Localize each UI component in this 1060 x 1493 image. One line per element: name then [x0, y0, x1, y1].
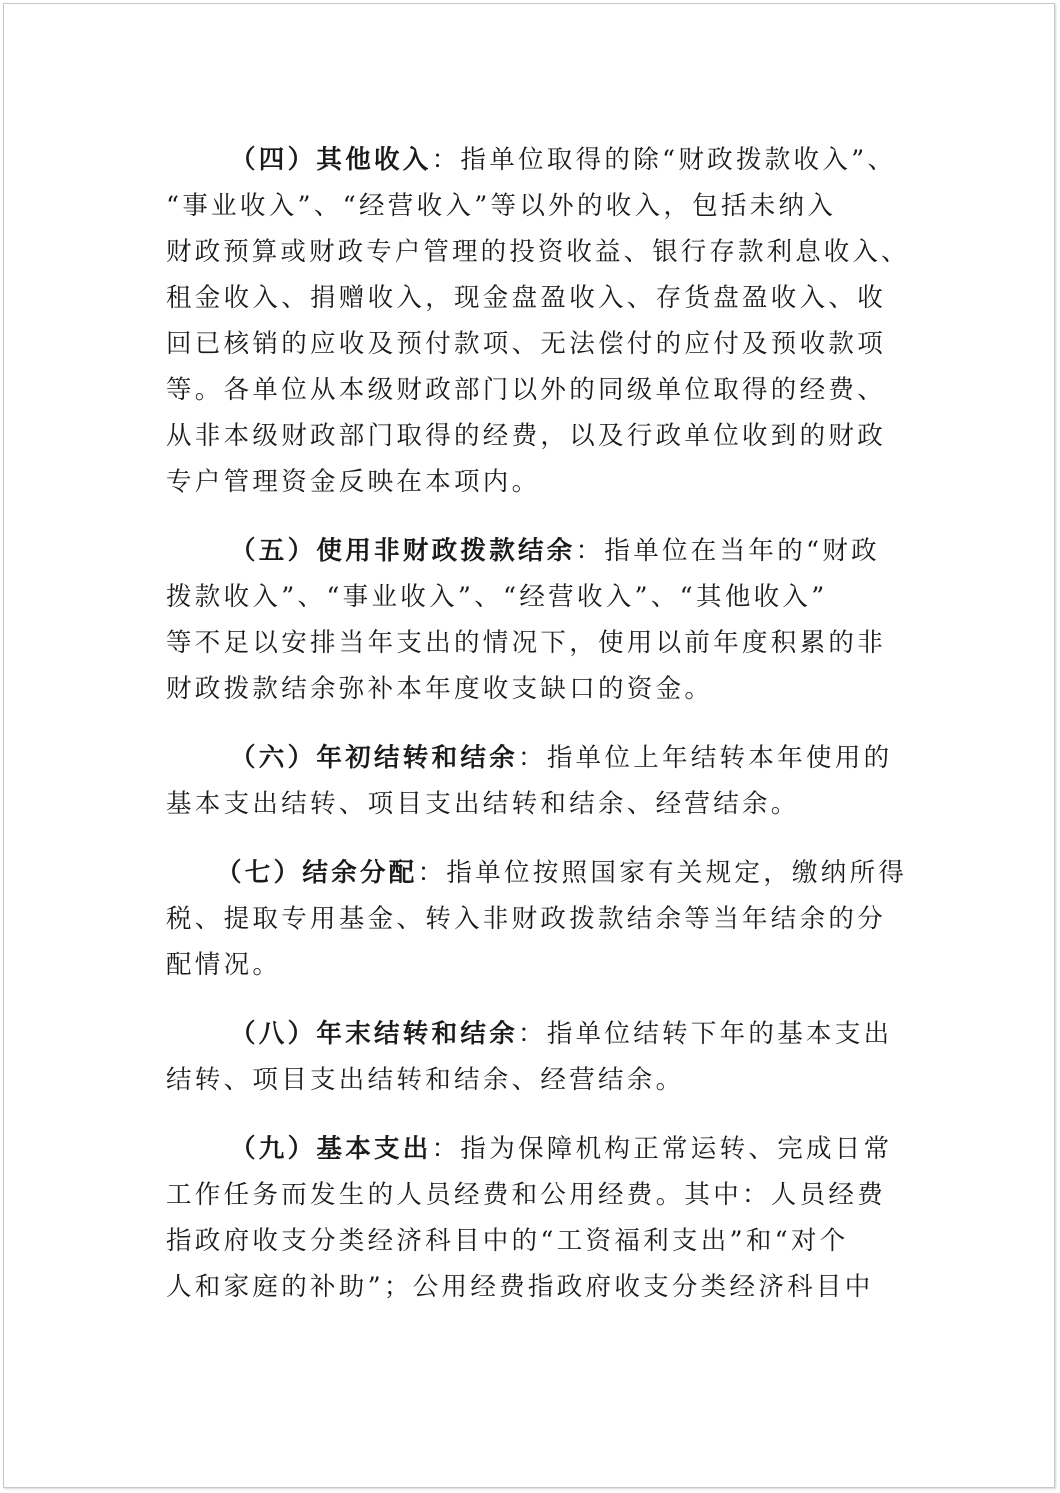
paragraph-7-heading: （七）结余分配: [216, 858, 418, 888]
paragraph-9-line-1: （九）基本支出：指为保障机构正常运转、完成日常: [230, 1134, 893, 1164]
paragraph-6-heading: （六）年初结转和结余: [230, 743, 519, 773]
paragraph-5-line-3: 等不足以安排当年支出的情况下，使用以前年度积累的非: [166, 628, 887, 658]
paragraph-4-line-2: “事业收入”、“经营收入”等以外的收入，包括未纳入: [166, 191, 837, 221]
paragraph-7-line-1: （七）结余分配：指单位按照国家有关规定，缴纳所得: [216, 858, 908, 888]
paragraph-5-line-1: （五）使用非财政拨款结余：指单位在当年的“财政: [230, 536, 880, 566]
paragraph-4-line-8: 专户管理资金反映在本项内。: [166, 467, 541, 497]
paragraph-9-line-2: 工作任务而发生的人员经费和公用经费。其中：人员经费: [166, 1180, 887, 1210]
paragraph-6-line-2: 基本支出结转、项目支出结转和结余、经营结余。: [166, 789, 800, 819]
paragraph-5-line-2: 拨款收入”、“事业收入”、“经营收入”、“其他收入”: [166, 582, 828, 612]
paragraph-9-line-4: 人和家庭的补助”；公用经费指政府收支分类经济科目中: [166, 1272, 874, 1302]
paragraph-7-line-3: 配情况。: [166, 950, 282, 980]
paragraph-9-line-3: 指政府收支分类经济科目中的“工资福利支出”和“对个: [166, 1226, 849, 1256]
paragraph-8-line-1: （八）年末结转和结余：指单位结转下年的基本支出: [230, 1019, 893, 1049]
paragraph-4-line-5: 回已核销的应收及预付款项、无法偿付的应付及预收款项: [166, 329, 887, 359]
paragraph-8-heading: （八）年末结转和结余: [230, 1019, 519, 1049]
paragraph-4-heading: （四）其他收入: [230, 145, 432, 175]
paragraph-9-heading: （九）基本支出: [230, 1134, 432, 1164]
paragraph-4-line-7: 从非本级财政部门取得的经费，以及行政单位收到的财政: [166, 421, 887, 451]
paragraph-5-heading: （五）使用非财政拨款结余: [230, 536, 576, 566]
paragraph-8-line-2: 结转、项目支出结转和结余、经营结余。: [166, 1065, 685, 1095]
paragraph-5-line-4: 财政拨款结余弥补本年度收支缺口的资金。: [166, 674, 714, 704]
paragraph-4-line-4: 租金收入、捐赠收入，现金盘盈收入、存货盘盈收入、收: [166, 283, 887, 313]
paragraph-4-line-1: （四）其他收入：指单位取得的除“财政拨款收入”、: [230, 145, 897, 175]
paragraph-7-line-2: 税、提取专用基金、转入非财政拨款结余等当年结余的分: [166, 904, 887, 934]
paragraph-4-line-3: 财政预算或财政专户管理的投资收益、银行存款利息收入、: [166, 237, 910, 267]
paragraph-6-line-1: （六）年初结转和结余：指单位上年结转本年使用的: [230, 743, 893, 773]
paragraph-4-line-6: 等。各单位从本级财政部门以外的同级单位取得的经费、: [166, 375, 887, 405]
